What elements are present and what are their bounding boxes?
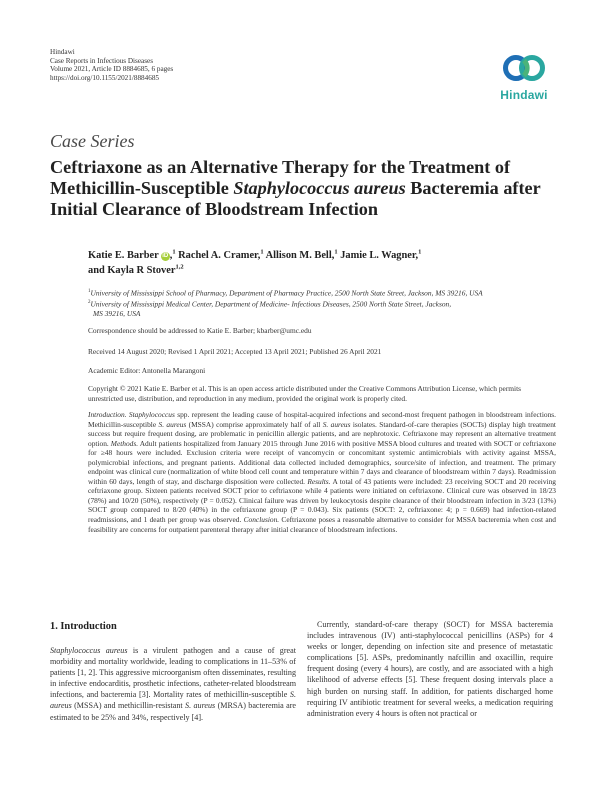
- journal-doi[interactable]: https://doi.org/10.1155/2021/8884685: [50, 73, 160, 82]
- article-dates: Received 14 August 2020; Revised 1 April 2021; Accepted 13 April 2021; Published 26 April 2021: [88, 347, 382, 356]
- author-affiliation-ref: 1: [260, 248, 264, 256]
- section-heading-introduction: 1. Introduction: [50, 621, 117, 632]
- author-affiliation-ref: 1: [418, 248, 422, 256]
- abstract-organism: S. aureus: [158, 419, 187, 429]
- author-name[interactable]: Allison M. Bell: [265, 250, 332, 261]
- abstract-text: Ceftriaxone poses a reasonable alternative to consider for MSSA bacteremia when cost and feasibility are concerns for outpatient parenteral therapy after initial clearance of bloodstream infections.: [88, 515, 556, 534]
- abstract-organism: S. aureus: [322, 419, 351, 429]
- body-organism: Staphylococcus aureus: [50, 646, 128, 655]
- author-name[interactable]: and Kayla R Stover: [88, 264, 176, 276]
- author-name[interactable]: Katie E. Barber: [88, 250, 159, 261]
- abstract-methods-label: Methods.: [110, 438, 139, 448]
- affiliation-number: 2: [88, 300, 91, 306]
- affiliation-text: University of Mississippi Medical Center, Department of Medicine- Infectious Diseases, 2500 North State Street, Jackson,: [90, 299, 452, 309]
- abstract-results-label: Results.: [307, 476, 331, 486]
- journal-volume: Volume 2021, Article ID 8884685, 6 pages: [50, 65, 174, 74]
- affiliations: [88, 287, 556, 319]
- body-organism: S. aureus: [50, 690, 296, 711]
- author-affiliation-ref: 1: [334, 248, 338, 256]
- abstract-text: isolates. Standard-of-care therapies (SOCTs) display high treatment success but require frequent dosing, are problematic in penicillin allergic patients, and are nephrotoxic. Ceftriaxone may represent an alternative treatment option.: [88, 419, 556, 448]
- affiliation-1: [88, 287, 556, 298]
- academic-editor: Academic Editor: Antonella Marangoni: [88, 366, 206, 375]
- introduction-left-column: [50, 645, 296, 723]
- correspondence: Correspondence should be addressed to Katie E. Barber; kbarber@umc.edu: [88, 326, 312, 335]
- title-organism: Staphylococcus aureus: [233, 178, 406, 198]
- author-list: Katie E. Barber iD ,$^1$ Rachel A. Cramer,$^1$ Allison M. Bell,$^1$ Jamie L. Wagner,$^1$ and Kayla R Stover$^{1,2}$: [88, 248, 422, 276]
- affiliation-number: 1: [88, 289, 91, 294]
- journal-meta: [50, 48, 173, 82]
- logo-wordmark: Hindawi: [500, 88, 548, 102]
- affiliation-text: University of Mississippi School of Pharmacy, Department of Pharmacy Practice, 2500 North State Street, Jackson, MS 39216, USA: [90, 288, 483, 298]
- author-name[interactable]: Jamie L. Wagner: [340, 250, 416, 261]
- abstract-text: spp. represent the leading cause of hospital-acquired infections and second-most frequent pathogen in bloodstream infections. Methicillin-susceptible: [88, 410, 556, 429]
- abstract-organism: Staphylococcus: [128, 410, 175, 419]
- title-part2: Bacteremia after Initial Clearance of Bloodstream Infection: [50, 178, 541, 219]
- body-organism: S. aureus: [185, 701, 216, 711]
- author-affiliation-ref: 1: [172, 248, 176, 256]
- body-text: (MRSA) bacteremia are estimated to be 25% and 34%, respectively [4].: [50, 701, 297, 722]
- abstract-text: Adult patients hospitalized from January 2015 through June 2016 with positive MSSA blood cultures and treated with SOCT or ceftriaxone for ≥48 hours were included. Exclusion criteria were receipt of vancomycin or concomitant systemic antimicrobials with activity against MSSA, polymicrobial infections, and pregnant patients. Additional data collected included demographics, source/site of infection, and treatment. The primary endpoint was clinical cure (normalization of white blood cell count and temperature within 7 days and clearance of bloodstream within 7 days). Readmission within 60 days, length of stay, and discharge disposition were collected.: [88, 438, 556, 486]
- title-part1: Ceftriaxone as an Alternative Therapy for the Treatment of Methicillin-Susceptible: [50, 157, 511, 198]
- hindawi-logo-icon: [498, 52, 550, 88]
- abstract-conclusion-label: Conclusion.: [243, 515, 280, 525]
- article-type: Case Series: [50, 131, 135, 151]
- affiliation-2: [88, 298, 556, 309]
- hindawi-logo[interactable]: [494, 52, 554, 102]
- copyright-notice: Copyright © 2021 Katie E. Barber et al. This is an open access article distributed under the Creative Commons Attribution License, which permits unrestricted use, distribution, and reproduction in any medium, provided the original work is properly cited.: [88, 384, 522, 403]
- publisher-name: Hindawi: [50, 48, 75, 56]
- abstract-text: (MSSA) comprise approximately half of all: [186, 419, 323, 429]
- journal-name: Case Reports in Infectious Diseases: [50, 56, 153, 65]
- body-text: (MSSA) and methicillin-resistant: [71, 701, 186, 711]
- introduction-right-column: Currently, standard-of-care therapy (SOCT) for MSSA bacteremia includes intravenous (IV) anti-staphylococcal penicillins (ASPs) for 4 weeks or longer, depending on infection site and presence of metastatic complications [5]. ASPs, predominantly nafcillin and oxacillin, require frequent dosing (every 4 hours), are costly, and are associated with a high likelihood of adverse effects [5]. These frequent dosing intervals place a high burden on nursing staff. In addition, for patients discharged home requiring IV antibiotic treatment for several weeks, a medication requiring administration every 4 hours is often not practical or: [307, 620, 553, 718]
- affiliation-2-continued: MS 39216, USA: [93, 309, 141, 319]
- author-name[interactable]: Rachel A. Cramer: [178, 250, 258, 261]
- abstract-text: A total of 43 patients were included: 23 receiving SOCT and 20 receiving ceftriaxone group. Sixteen patients received SOCT prior to ceftriaxone while 4 patients were initiated on ceftriaxone. Clinical cure was observed in 18/23 (78%) and 10/20 (50%), respectively (P = 0.052). Clinical failure was driven by leukocytosis despite clearance of their bloodstream infection in 3/23 (13%) SOCT group compared to 8/20 (40%) in the ceftriaxone group (P = 0.043). Six patients (SOCT: 2, ceftriaxone: 4; p = 0.669) had infection-related readmissions, and 1 death per group was observed.: [88, 476, 556, 525]
- author-affiliation-ref: 1,2: [175, 263, 184, 271]
- abstract-intro-label: Introduction.: [88, 410, 127, 419]
- body-text: is a virulent pathogen and a cause of great morbidity and mortality worldwide, leading to complications in 11–53% of patients [1, 2]. This aggressive microorganism often disseminates, resulting in infective endocarditis, prosthetic infections, catheter-related bloodstream infections, and bacteremia [3]. Mortality rates of methicillin-susceptible: [50, 646, 296, 700]
- article-title: [50, 157, 560, 220]
- orcid-icon[interactable]: iD: [162, 253, 169, 259]
- abstract: [88, 410, 556, 534]
